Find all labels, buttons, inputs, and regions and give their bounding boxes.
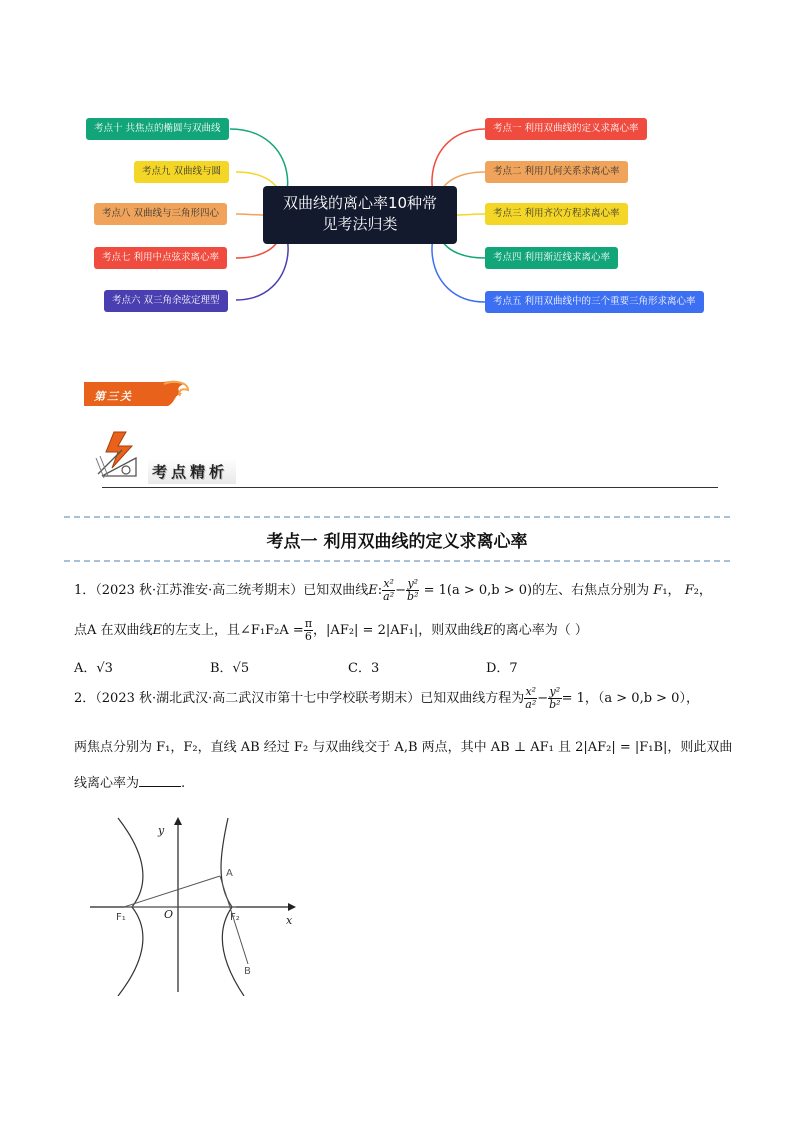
question-2-line-2: 两焦点分别为 F₁，F₂，直线 AB 经过 F₂ 与双曲线交于 A,B 两点，其中 AB ⊥ AF₁ 且 2|AF₂| = |F₁B|，则此双曲 — [74, 740, 733, 755]
segment-f1-a — [124, 876, 220, 907]
divider — [102, 487, 718, 488]
mindmap-node-4: 考点四 利用渐近线求离心率 — [485, 247, 618, 269]
origin-label: O — [164, 908, 174, 921]
hyperbola-figure — [88, 814, 308, 996]
question-2-line-3: 线离心率为 . — [74, 776, 186, 791]
mindmap-node-9: 考点九 双曲线与圆 — [134, 161, 229, 183]
mindmap-node-6: 考点六 双三角余弦定理型 — [104, 290, 228, 312]
x-axis-arrow — [288, 903, 296, 911]
a-label: A — [226, 868, 233, 879]
mindmap-node-8: 考点八 双曲线与三角形四心 — [94, 203, 227, 225]
question-1-line-1: 1．（2023 秋·江苏淮安·高二统考期末）已知双曲线E: $\frac{\text{x²}}{\text{a²}}$ − $\frac{\text{y²}}{\text{b²}}$ = 1(a > 0,b > 0)的左、右焦点分别为 F₁， F₂， — [74, 577, 712, 603]
choice-d[interactable]: D．7 — [486, 661, 518, 676]
dashed-divider-bottom — [64, 560, 730, 562]
question-1-line-2: 点A 在双曲线E的左支上，且∠F₁F₂A = $\frac{\pi}{6}$ ，|AF₂| = 2|AF₁|，则双曲线E的离心率为（ ） — [74, 617, 588, 643]
b-label: B — [244, 966, 251, 977]
mindmap-node-7: 考点七 利用中点弦求离心率 — [94, 247, 227, 269]
choice-c[interactable]: C．3 — [348, 661, 380, 676]
mindmap-node-1: 考点一 利用双曲线的定义求离心率 — [485, 118, 647, 140]
section-heading: 考点一 利用双曲线的定义求离心率 — [266, 532, 528, 552]
mindmap-center: 双曲线的离心率10种常见考法归类 — [263, 186, 457, 244]
mindmap-node-10: 考点十 共焦点的椭圆与双曲线 — [86, 118, 229, 140]
mindmap-node-5: 考点五 利用双曲线中的三个重要三角形求离心率 — [485, 291, 704, 313]
ruler-compass-icon — [92, 428, 142, 480]
mindmap-connectors — [0, 0, 794, 340]
answer-blank[interactable] — [139, 775, 181, 787]
mindmap-node-3: 考点三 利用齐次方程求离心率 — [485, 203, 628, 225]
y-axis-arrow — [174, 817, 182, 825]
f2-label: F₂ — [230, 912, 240, 923]
choice-a[interactable]: A．√3 — [74, 661, 113, 676]
y-label: y — [158, 824, 165, 837]
mindmap-node-2: 考点二 利用几何关系求离心率 — [485, 161, 628, 183]
choice-b[interactable]: B．√5 — [210, 661, 250, 676]
x-label: x — [286, 914, 293, 927]
banner-tag-label: 第三关 — [94, 390, 133, 403]
dashed-divider-top — [64, 516, 730, 518]
f1-label: F₁ — [116, 912, 126, 923]
kaodian-title: 考点精析 — [148, 458, 236, 484]
question-2-line-1: 2．（2023 秋·湖北武汉·高二武汉市第十七中学校联考期末）已知双曲线方程为 $\frac{\text{x²}}{\text{a²}}$ − $\frac{\text{y²}}{\text{b²}}$ = 1，（a > 0,b > 0）， — [74, 685, 699, 711]
